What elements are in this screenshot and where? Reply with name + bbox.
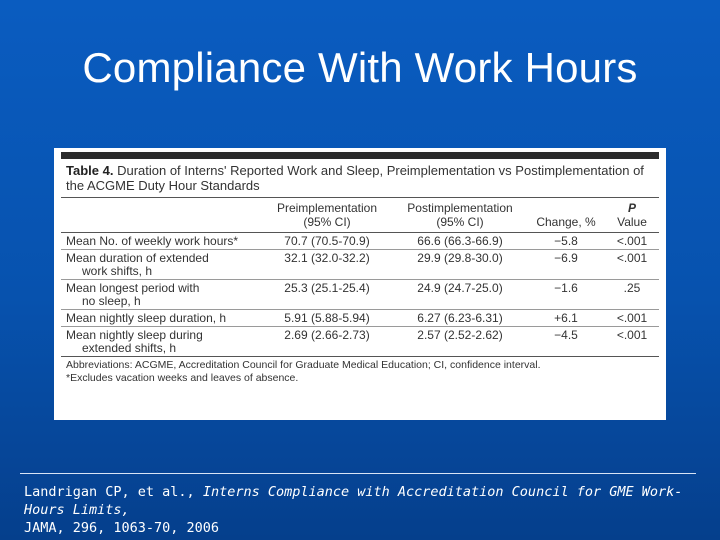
row-post: 66.6 (66.3-66.9) — [393, 233, 527, 250]
table-label: Table 4. — [66, 163, 114, 178]
row-pre: 25.3 (25.1-25.4) — [261, 280, 393, 310]
citation-authors: Landrigan CP, et al., — [24, 484, 195, 500]
row-post: 2.57 (2.52-2.62) — [393, 327, 527, 357]
row-change: −4.5 — [527, 327, 605, 357]
header-post: Postimplementation (95% CI) — [393, 198, 527, 233]
row-p: <.001 — [605, 250, 659, 280]
header-pre: Preimplementation (95% CI) — [261, 198, 393, 233]
row-change: −5.8 — [527, 233, 605, 250]
row-measure: Mean longest period with no sleep, h — [61, 280, 261, 310]
header-change: Change, % — [527, 198, 605, 233]
row-post: 29.9 (29.8-30.0) — [393, 250, 527, 280]
table-caption — [61, 163, 659, 198]
citation — [24, 483, 714, 537]
row-post: 24.9 (24.7-25.0) — [393, 280, 527, 310]
slide-title: Compliance With Work Hours — [82, 44, 638, 91]
table-header-row — [61, 198, 659, 233]
citation-title: Interns Compliance with Accreditation Council for GME Work-Hours Limits, — [24, 484, 683, 518]
table-row — [61, 310, 659, 327]
table-top-bar — [61, 152, 659, 159]
row-pre: 2.69 (2.66-2.73) — [261, 327, 393, 357]
footnote-asterisk: *Excludes vacation weeks and leaves of absence. — [66, 372, 299, 384]
footnote-abbreviations: Abbreviations: ACGME, Accreditation Council for Graduate Medical Education; CI, confidence interval. — [66, 359, 541, 371]
row-p: .25 — [605, 280, 659, 310]
row-measure: Mean duration of extended work shifts, h — [61, 250, 261, 280]
row-measure: Mean nightly sleep duration, h — [61, 310, 261, 327]
row-pre: 70.7 (70.5-70.9) — [261, 233, 393, 250]
divider-line — [20, 473, 696, 474]
row-post: 6.27 (6.23-6.31) — [393, 310, 527, 327]
row-p: <.001 — [605, 327, 659, 357]
row-change: −6.9 — [527, 250, 605, 280]
row-pre: 5.91 (5.88-5.94) — [261, 310, 393, 327]
row-change: +6.1 — [527, 310, 605, 327]
table-caption-text: Duration of Interns' Reported Work and Sleep, Preimplementation vs Postimplementation of the ACGME Duty Hour Standards — [66, 163, 644, 193]
table-row — [61, 250, 659, 280]
header-measure — [61, 198, 261, 233]
citation-journal: JAMA, 296, 1063-70, 2006 — [24, 520, 220, 536]
row-measure: Mean No. of weekly work hours* — [61, 233, 261, 250]
table-row — [61, 233, 659, 250]
row-p: <.001 — [605, 310, 659, 327]
row-change: −1.6 — [527, 280, 605, 310]
table-row — [61, 280, 659, 310]
header-p-value: P Value — [605, 198, 659, 233]
table-footnote — [61, 357, 659, 385]
data-table — [61, 198, 659, 357]
table-row — [61, 327, 659, 357]
table-image — [54, 148, 666, 420]
row-pre: 32.1 (32.0-32.2) — [261, 250, 393, 280]
row-measure: Mean nightly sleep during extended shifts, h — [61, 327, 261, 357]
row-p: <.001 — [605, 233, 659, 250]
